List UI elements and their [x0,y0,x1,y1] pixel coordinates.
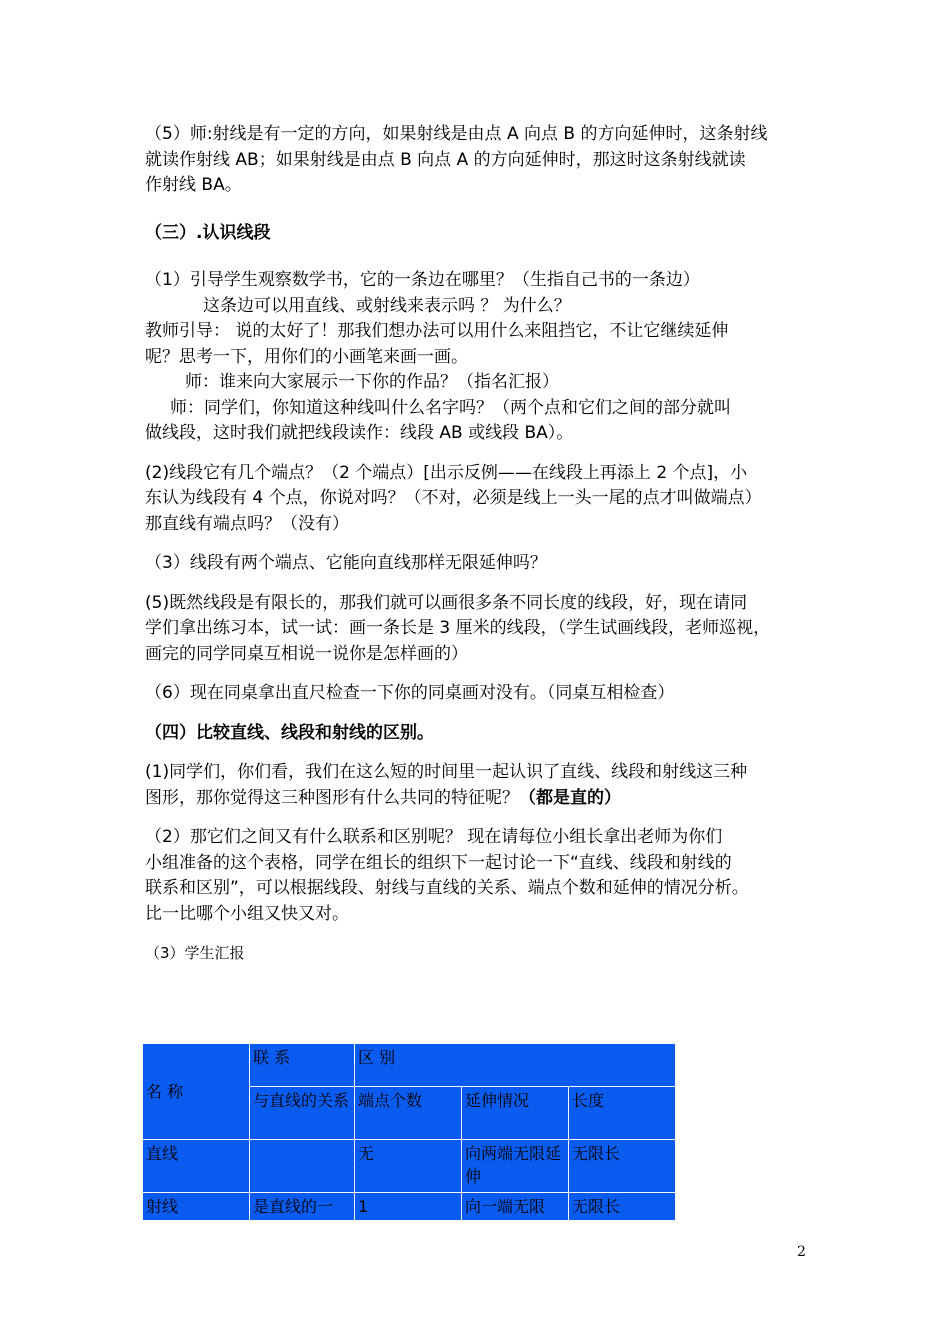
paragraph-s4-2-line1: （2）那它们之间又有什么联系和区别呢？ 现在请每位小组长拿出老师为你们 [145,827,723,847]
paragraph-s4-1-line1: (1)同学们，你们看，我们在这么短的时间里一起认识了直线、线段和射线这三种 [145,762,748,782]
table-sub-extension: 延伸情况 [462,1087,569,1140]
paragraph-p5-line2: 就读作射线 AB；如果射线是由点 B 向点 A 的方向延伸时，那这时这条射线就读 [145,149,746,170]
paragraph-s3-5-line1: (5)既然线段是有限长的，那我们就可以画很多条不同长度的线段，好，现在请同 [145,592,748,613]
paragraph-s3-1-line6: 师：同学们，你知道这种线叫什么名字吗？（两个点和它们之间的部分就叫 [170,397,731,418]
table-header-relation: 联 系 [250,1044,355,1087]
paragraph-s4-2-line4: 比一比哪个小组又快又对。 [145,903,349,924]
paragraph-s3-1-line1: （1）引导学生观察数学书，它的一条边在哪里？（生指自己书的一条边） [145,270,700,290]
table-sub-relation: 与直线的关系 [250,1087,355,1140]
paragraph-s3-2-line2: 东认为线段有 4 个点，你说对吗？（不对，必须是线上一头一尾的点才叫做端点） [145,488,762,508]
comparison-table [142,1043,676,1221]
paragraph-s3-5-line3: 画完的同学同桌互相说一说你是怎样画的） [145,643,468,664]
paragraph-s3-1-line7: 做线段，这时我们就把线段读作：线段 AB 或线段 BA）。 [145,423,574,443]
paragraph-s4-1-line2 [145,786,815,812]
table-cell-endpoints: 无 [355,1140,462,1193]
paragraph-s4-2-line2: 小组准备的这个表格，同学在组长的组织下一起讨论一下“直线、线段和射线的 [145,852,732,873]
paragraph-s3-6-line1: （6）现在同桌拿出直尺检查一下你的同桌画对没有。（同桌互相检查） [145,683,675,703]
table-cell-extension: 向两端无限延伸 [462,1140,569,1193]
paragraph-s3-3-line1: （3）线段有两个端点、它能向直线那样无限延伸吗？ [145,553,547,573]
table-row [143,1140,676,1193]
page-number: 2 [797,1244,806,1260]
table-header-row [143,1044,676,1087]
table-row [143,1193,676,1221]
document-body [145,122,815,967]
section-heading-3: （三）.认识线段 [145,222,271,243]
table-header-name: 名 称 [143,1044,250,1140]
section-heading-4: （四）比较直线、线段和射线的区别。 [145,722,434,743]
table-sub-length: 长度 [569,1087,676,1140]
paragraph-p5-line1: （5）师:射线是有一定的方向，如果射线是由点 A 向点 B 的方向延伸时，这条射线 [145,124,768,144]
paragraph-s4-3-line1: （3）学生汇报 [145,944,245,962]
paragraph-s4-2-line3: 联系和区别”，可以根据线段、射线与直线的关系、端点个数和延伸的情况分析。 [145,878,749,898]
table-cell-relation: 是直线的一 [250,1193,355,1221]
paragraph-s3-1-line5: 师：谁来向大家展示一下你的作品？（指名汇报） [185,372,559,392]
table-cell-relation [250,1140,355,1193]
table-cell-name: 射线 [143,1193,250,1221]
paragraph-s3-1-line2: 这条边可以用直线、或射线来表示吗 ？ 为什么？ [203,295,571,316]
paragraph-s4-1-text: 图形，那你觉得这三种图形有什么共同的特征呢？ [145,787,519,808]
table-header-difference: 区 别 [355,1044,676,1087]
paragraph-s3-2-line1: (2)线段它有几个端点？（2 个端点）[出示反例——在线段上再添上 2 个点]，小 [145,462,748,483]
table-cell-extension: 向一端无限 [462,1193,569,1221]
table-cell-length: 无限长 [569,1193,676,1221]
table-cell-endpoints: 1 [355,1193,462,1221]
table-cell-name: 直线 [143,1140,250,1193]
paragraph-s3-1-line4: 呢？思考一下，用你们的小画笔来画一画。 [145,346,468,367]
paragraph-s3-2-line3: 那直线有端点吗？（没有） [145,513,349,534]
paragraph-p5-line3: 作射线 BA。 [145,175,242,195]
paragraph-s3-1-line3: 教师引导： 说的太好了！那我们想办法可以用什么来阻挡它，不让它继续延伸 [145,321,729,341]
table-cell-length: 无限长 [569,1140,676,1193]
paragraph-s4-1-bold-answer: （都是直的） [519,787,621,808]
table-sub-endpoints: 端点个数 [355,1087,462,1140]
paragraph-s3-5-line2: 学们拿出练习本，试一试：画一条长是 3 厘米的线段，（学生试画线段，老师巡视， [145,618,771,638]
